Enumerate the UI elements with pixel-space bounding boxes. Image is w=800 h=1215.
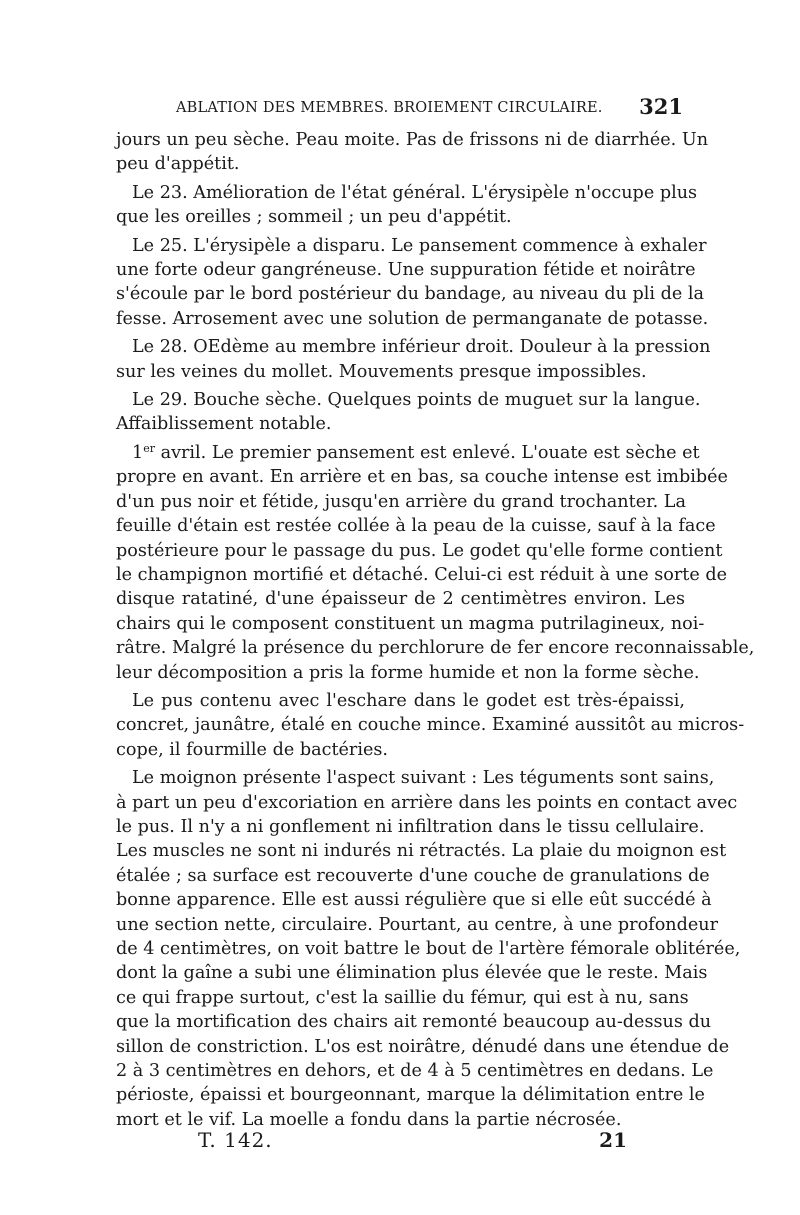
text-line: propre en avant. En arrière et en bas, sa couche intense est imbibée [116,467,728,488]
paragraph [116,388,701,437]
text-line: étalée ; sa surface est recouverte d'une couche de granulations de [116,865,710,886]
date-prefix: 1 [132,442,144,463]
text-line: Affaiblissement notable. [116,414,332,435]
text-line: jours un peu sèche. Peau moite. Pas de frissons ni de diarrhée. Un [116,130,709,150]
text-line: une forte odeur gangréneuse. Une suppuration fétide et noirâtre [116,260,696,281]
text-line: leur décomposition a pris la forme humide et non la forme sèche. [116,662,700,683]
paragraph [116,128,709,177]
paragraph [116,441,755,685]
text-line: feuille d'étain est restée collée à la peau de la cuisse, sauf à la face [116,516,716,537]
body-text [116,128,755,1136]
text-line: Le 25. L'érysipèle a disparu. Le pansement commence à exhaler [132,235,707,256]
text-line: que les oreilles ; sommeil ; un peu d'appétit. [116,207,512,228]
text-line: fesse. Arrosement avec une solution de permanganate de potasse. [116,308,709,329]
text-line: ce qui frappe surtout, c'est la saillie du fémur, qui est à nu, sans [116,987,689,1008]
text-line: sur les veines du mollet. Mouvements presque impossibles. [116,361,647,382]
text-line: Le 23. Amélioration de l'état général. L'érysipèle n'occupe plus [132,182,698,203]
text-line: peu d'appétit. [116,154,240,175]
text-line: concret, jaunâtre, étalé en couche mince. Examiné aussitôt au micros- [116,715,745,736]
text-line: chairs qui le composent constituent un magma putrilagineux, noi- [116,613,705,634]
text-line: périoste, épaissi et bourgeonnant, marque la délimitation entre le [116,1085,705,1106]
ordinal-superscript: er [143,441,155,455]
text-line: râtre. Malgré la présence du perchlorure de fer encore reconnaissable, [116,638,755,659]
text-line: le pus. Il n'y a ni gonflement ni infiltration dans le tissu cellulaire. [116,816,705,837]
paragraph [116,689,745,762]
text-line: Le pus contenu avec l'eschare dans le godet est très-épaissi, [132,690,685,711]
text-line: d'un pus noir et fétide, jusqu'en arrière du grand trochanter. La [116,491,686,512]
text-line: mort et le vif. La moelle a fondu dans la partie nécrosée. [116,1109,622,1130]
text-line: Le 28. OEdème au membre inférieur droit. Douleur à la pression [132,337,711,358]
text-line: Les muscles ne sont ni indurés ni rétractés. La plaie du moignon est [116,841,727,862]
text-line: Le moignon présente l'aspect suivant : Les téguments sont sains, [132,768,715,789]
text-line: postérieure pour le passage du pus. Le godet qu'elle forme contient [116,540,723,561]
sheet-number: 21 [599,1128,627,1152]
text-line: le champignon mortifié et détaché. Celui-ci est réduit à une sorte de [116,564,728,585]
paragraph [116,234,709,332]
text-line: 2 à 3 centimètres en dehors, et de 4 à 5 centimètres en dedans. Le [116,1061,714,1082]
page-number: 321 [639,94,683,119]
paragraph [116,181,698,230]
text-line: disque ratatiné, d'une épaisseur de 2 centimètres environ. Les [116,589,685,610]
text-line [116,441,700,465]
running-title: ABLATION DES MEMBRES. BROIEMENT CIRCULAIRE. [176,100,603,116]
text-line: dont la gaîne a subi une élimination plus élevée que le reste. Mais [116,963,708,984]
text-line: s'écoule par le bord postérieur du bandage, au niveau du pli de la [116,284,705,305]
text-line: bonne apparence. Elle est aussi régulière que si elle eût succédé à [116,890,712,911]
line-text: avril. Le premier pansement est enlevé. L'ouate est sèche et [154,442,700,463]
paragraph [116,335,711,384]
text-line: Le 29. Bouche sèche. Quelques points de muguet sur la langue. [132,390,701,411]
paragraph [116,766,741,1132]
text-line: sillon de constriction. L'os est noirâtre, dénudé dans une étendue de [116,1036,730,1057]
text-line: à part un peu d'excoriation en arrière dans les points en contact avec [116,792,738,813]
page-header [118,92,683,124]
text-line: cope, il fourmille de bactéries. [116,739,388,760]
page-footer [116,1124,685,1156]
text-line: de 4 centimètres, on voit battre le bout de l'artère fémorale oblitérée, [116,939,741,959]
text-line: une section nette, circulaire. Pourtant, au centre, à une profondeur [116,914,719,935]
printer-signature: T. 142. [198,1128,273,1152]
text-line: que la mortification des chairs ait remonté beaucoup au-dessus du [116,1012,712,1033]
